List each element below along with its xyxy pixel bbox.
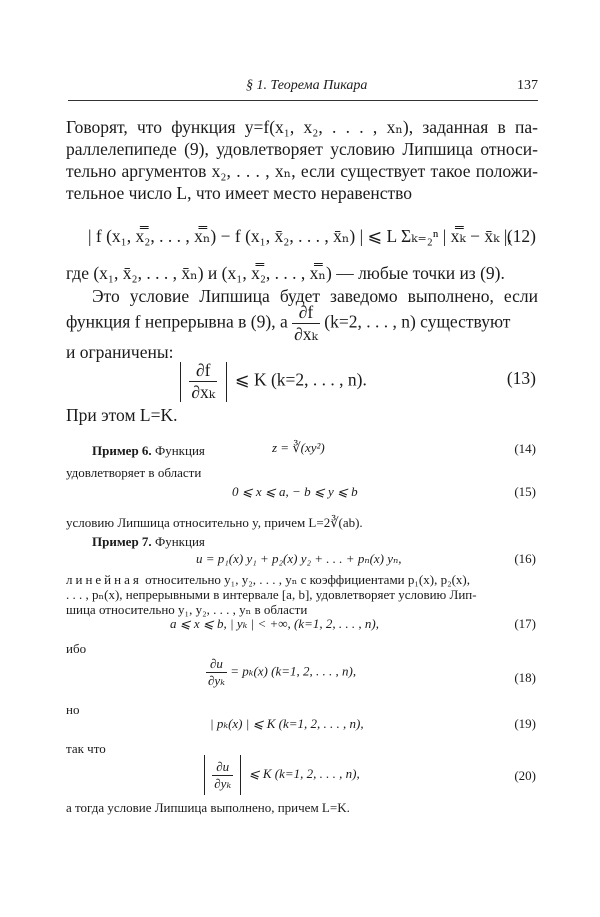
paragraph-line: [66, 572, 538, 588]
paragraph-line: удовлетворяет в области: [66, 465, 202, 480]
equation-16: u = p₁(x) y₁ + p₂(x) y₂ + . . . + pₙ(x) yₙ,: [196, 551, 402, 566]
equation-number-17: (17): [514, 616, 536, 631]
paragraph-line: тельно аргументов x₂, . . . , xₙ, если существует такое положи-: [66, 161, 538, 181]
text: функция f непрерывна в (9), а: [66, 311, 288, 332]
paragraph-line: ибо: [66, 641, 87, 656]
equation-rest: ⩽ K (k=2, . . . , n).: [234, 369, 367, 390]
equation-number-16: (16): [514, 551, 536, 566]
text: (k=2, . . . , n) существуют: [324, 311, 511, 332]
running-header: [66, 78, 538, 100]
example-6-heading: [92, 443, 564, 459]
equation-15: 0 ⩽ x ⩽ a, − b ⩽ y ⩽ b: [232, 484, 358, 499]
header-title: § 1. Теорема Пикара: [246, 78, 368, 93]
example-text: Функция: [154, 534, 205, 549]
fraction-denominator: ∂yₖ: [214, 775, 232, 791]
fraction-numerator: ∂u: [212, 759, 233, 776]
example-text: Функция: [154, 443, 205, 458]
paragraph-line: но: [66, 702, 80, 717]
paragraph-line: где (x₁, x̄₂, . . . , x̄ₙ) и (x₁, x̿₂, . . . , x̿ₙ) — любые точки из (9).: [66, 263, 505, 283]
partial-derivative-fraction: [206, 656, 227, 689]
paragraph-line: и ограничены:: [66, 342, 174, 362]
example-7-heading: [92, 534, 564, 550]
fraction-numerator: ∂f: [292, 302, 320, 324]
partial-derivative-fraction: [212, 759, 233, 792]
example-label: Пример 6.: [92, 443, 152, 458]
paragraph-line: так что: [66, 741, 106, 756]
paragraph-line: Это условие Липшица будет заведомо выполнено, если: [92, 286, 538, 306]
paragraph-line: . . . , pₙ(x), непрерывными в интервале [a, b], удовлетворяет условию Лип-: [66, 587, 477, 602]
header-rule: [68, 100, 538, 101]
abs-bar: [226, 362, 227, 402]
partial-derivative-fraction: [189, 360, 217, 403]
equation-number-18: (18): [514, 670, 536, 685]
text: относительно y₁, y₂, . . . , yₙ с коэффициентами p₁(x), p₂(x),: [145, 572, 471, 587]
paragraph-line: [66, 302, 538, 346]
fraction-numerator: ∂u: [206, 656, 227, 673]
equation-number-13: (13): [506, 368, 536, 388]
fraction-denominator: ∂xₖ: [294, 324, 318, 344]
equation-13: [176, 360, 367, 403]
fraction-numerator: ∂f: [189, 360, 217, 382]
equation-number-15: (15): [514, 484, 536, 499]
paragraph-line: шица относительно y₁, y₂, . . . , yₙ в области: [66, 602, 308, 617]
equation-14: z = ∛(xy²): [272, 440, 325, 455]
equation-number-20: (20): [514, 768, 536, 783]
fraction-denominator: ∂xₖ: [191, 382, 216, 402]
abs-bar: [180, 362, 181, 402]
equation-rest: ⩽ K (k=1, 2, . . . , n),: [248, 765, 360, 781]
equation-rest: = pₖ(x) (k=1, 2, . . . , n),: [230, 663, 357, 679]
equation-17: a ⩽ x ⩽ b, | yₖ | < +∞, (k=1, 2, . . . , n),: [170, 616, 379, 631]
equation-number-12: (12): [506, 226, 536, 246]
example-label: Пример 7.: [92, 534, 152, 549]
equation-12: | f (x₁, x̿₂, . . . , x̿ₙ) − f (x₁, x̄₂, . . . , x̄ₙ) | ⩽ L Σₖ₌₂ⁿ | x̿ₖ − x̄ₖ |,: [88, 226, 512, 246]
abs-bar: [240, 755, 241, 795]
paragraph-line: а тогда условие Липшица выполнено, причем L=K.: [66, 800, 350, 815]
fraction-denominator: ∂yₖ: [208, 673, 225, 688]
paragraph-line: Говорят, что функция y=f(x₁, x₂, . . . , xₙ), заданная в па-: [66, 117, 538, 137]
equation-number-14: (14): [514, 441, 536, 456]
page-number: 137: [517, 78, 538, 93]
paragraph-line: При этом L=K.: [66, 405, 178, 425]
paragraph-line: раллелепипеде (9), удовлетворяет условию Липшица относи-: [66, 139, 538, 159]
equation-19: | pₖ(x) | ⩽ K (k=1, 2, . . . , n),: [210, 716, 364, 731]
partial-derivative-fraction: [292, 302, 320, 345]
emphasized-word: линейная: [66, 572, 142, 587]
abs-bar: [204, 755, 205, 795]
equation-number-19: (19): [514, 716, 536, 731]
equation-20: [200, 755, 360, 795]
paragraph-line: условию Липшица относительно y, причем L=2∛(ab).: [66, 515, 363, 530]
paragraph-line: тельное число L, что имеет место неравенство: [66, 183, 413, 203]
equation-18: [206, 656, 356, 689]
